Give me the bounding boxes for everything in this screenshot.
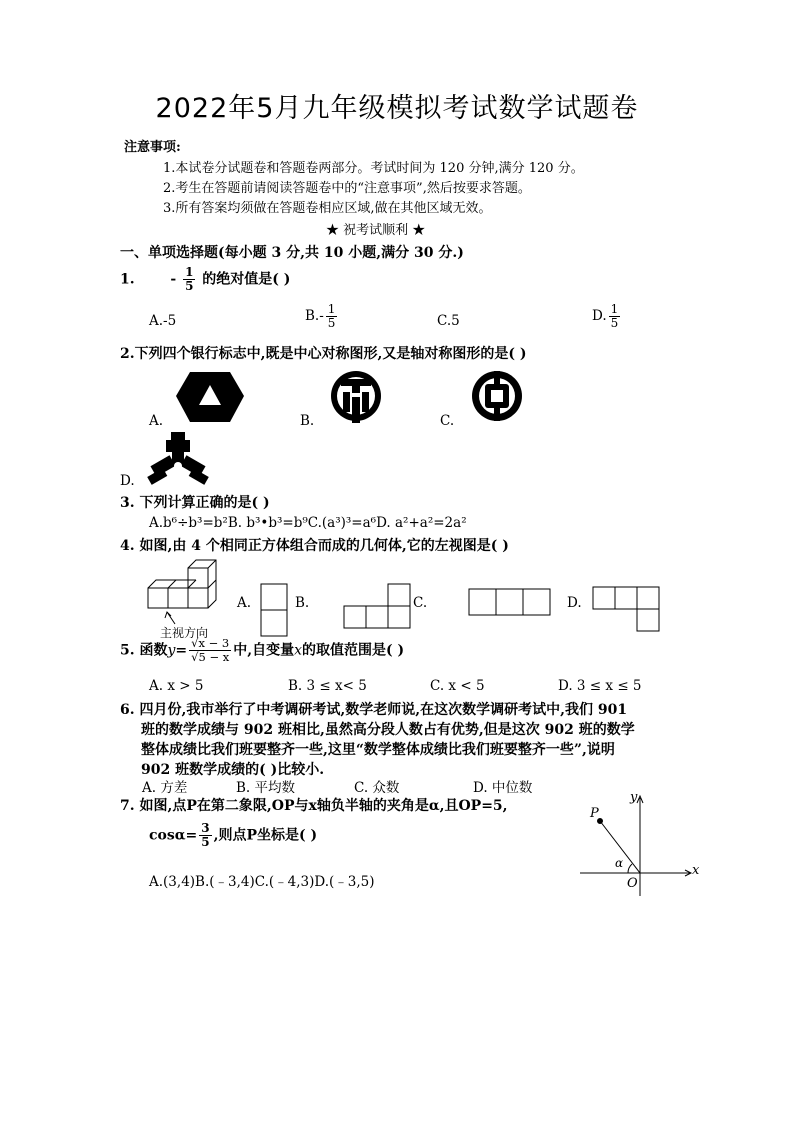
- q2-option-a: A.: [149, 413, 164, 429]
- q4-option-d: D.: [567, 595, 582, 611]
- q7-figure-label-p: P: [590, 806, 599, 821]
- q4-option-d-figure: [592, 586, 660, 632]
- q7-options: A.(3,4)B.(﹣3,4)C.(﹣4,3)D.(﹣3,5): [149, 874, 375, 890]
- q4-question: 4. 如图,由 4 个相同正方体组合而成的几何体,它的左视图是( ): [120, 538, 509, 554]
- q6-line-2: 班的数学成绩与 902 班相比,虽然高分段人数占有优势,但是这次 902 班的数学: [141, 722, 635, 738]
- q6-option-b: B. 平均数: [236, 780, 296, 796]
- q6-line-1: 6. 四月份,我市举行了中考调研考试,数学老师说,在这次数学调研考试中,我们 901: [120, 702, 628, 718]
- q2-option-d: D.: [120, 473, 135, 489]
- q6-option-d: D. 中位数: [473, 780, 533, 796]
- q7-figure-label-x: x: [692, 863, 700, 878]
- bank-logo-square-coin-icon: [470, 369, 524, 423]
- q4-option-b-figure: [343, 583, 411, 631]
- bank-logo-coin-pillars-icon: [329, 369, 383, 423]
- notice-item-2: 2.考生在答题前请阅读答题卷中的“注意事项”,然后按要求答题。: [163, 181, 531, 196]
- q7-line-2: cosα= $\frac{3}{5}$ ,则点P坐标是( ): [149, 821, 318, 849]
- q3-options: A.b⁶÷b³=b²B. b³•b³=b⁹C.(a³)³=a⁶D. a²+a²=2a²: [149, 515, 467, 531]
- q4-view-direction-label: 主视方向: [160, 626, 209, 640]
- q1-number: 1.: [120, 271, 135, 288]
- q2-question: 2.下列四个银行标志中,既是中心对称图形,又是轴对称图形的是( ): [120, 346, 527, 362]
- q6-line-4: 902 班数学成绩的( )比较小.: [141, 762, 325, 778]
- q4-option-b: B.: [295, 595, 310, 611]
- q1-fraction: $\frac{1}{5}$: [185, 265, 194, 293]
- q4-option-a: A.: [237, 595, 252, 611]
- q5-option-d: D. 3 ≤ x ≤ 5: [558, 678, 642, 694]
- q5-option-c: C. x < 5: [430, 678, 485, 694]
- q1-text: 的绝对值是( ): [202, 271, 291, 288]
- q6-option-a: A. 方差: [142, 780, 188, 796]
- good-luck-banner: ★ 祝考试顺利 ★: [326, 223, 426, 238]
- q6-option-c: C. 众数: [354, 780, 400, 796]
- q1-option-c: C.5: [437, 313, 460, 329]
- q1-option-d: D. $\frac{1}{5}$: [592, 302, 619, 330]
- q2-option-b: B.: [300, 413, 315, 429]
- notice-item-3: 3.所有答案均须做在答题卷相应区域,做在其他区域无效。: [163, 201, 492, 216]
- q5-question: 5. 函数y= $\frac{√x - 3}{√5 - x}$ 中,自变量x的取值范围是( ): [120, 636, 405, 664]
- q4-cube-solid-figure: [143, 562, 223, 620]
- q5-option-b: B. 3 ≤ x< 5: [288, 678, 367, 694]
- q5-fraction: $\frac{√x - 3}{√5 - x}$: [191, 636, 230, 664]
- q4-option-a-figure: [260, 583, 288, 637]
- page-title: 2022年5月九年级模拟考试数学试题卷: [155, 93, 639, 124]
- q1-question: [120, 266, 290, 293]
- q1-option-a: A.-5: [149, 313, 177, 329]
- notice-heading: 注意事项:: [124, 140, 181, 155]
- q4-option-c: C.: [413, 595, 428, 611]
- q7-figure-label-y: y: [630, 790, 638, 805]
- q7-figure-label-alpha: α: [615, 856, 624, 870]
- q7-figure-label-o: O: [627, 876, 638, 891]
- q7-line-1: 7. 如图,点P在第二象限,OP与x轴负半轴的夹角是α,且OP=5,: [120, 798, 508, 814]
- section-1-heading: 一、单项选择题(每小题 3 分,共 10 小题,满分 30 分.): [120, 245, 464, 261]
- q6-line-3: 整体成绩比我们班要整齐一些,这里“数学整体成绩比我们班要整齐一些”,说明: [141, 742, 615, 758]
- q3-question: 3. 下列计算正确的是( ): [120, 495, 270, 511]
- q1-option-b: B.- $\frac{1}{5}$: [305, 302, 336, 330]
- q2-option-c: C.: [440, 413, 455, 429]
- q5-option-a: A. x > 5: [149, 678, 204, 694]
- q4-option-c-figure: [468, 588, 552, 616]
- bank-logo-tri-bars-icon: [148, 432, 208, 482]
- bank-logo-triangle-icon: [176, 372, 244, 422]
- q1-minus: -: [170, 271, 177, 288]
- notice-item-1: 1.本试卷分试题卷和答题卷两部分。考试时间为 120 分钟,满分 120 分。: [163, 161, 584, 176]
